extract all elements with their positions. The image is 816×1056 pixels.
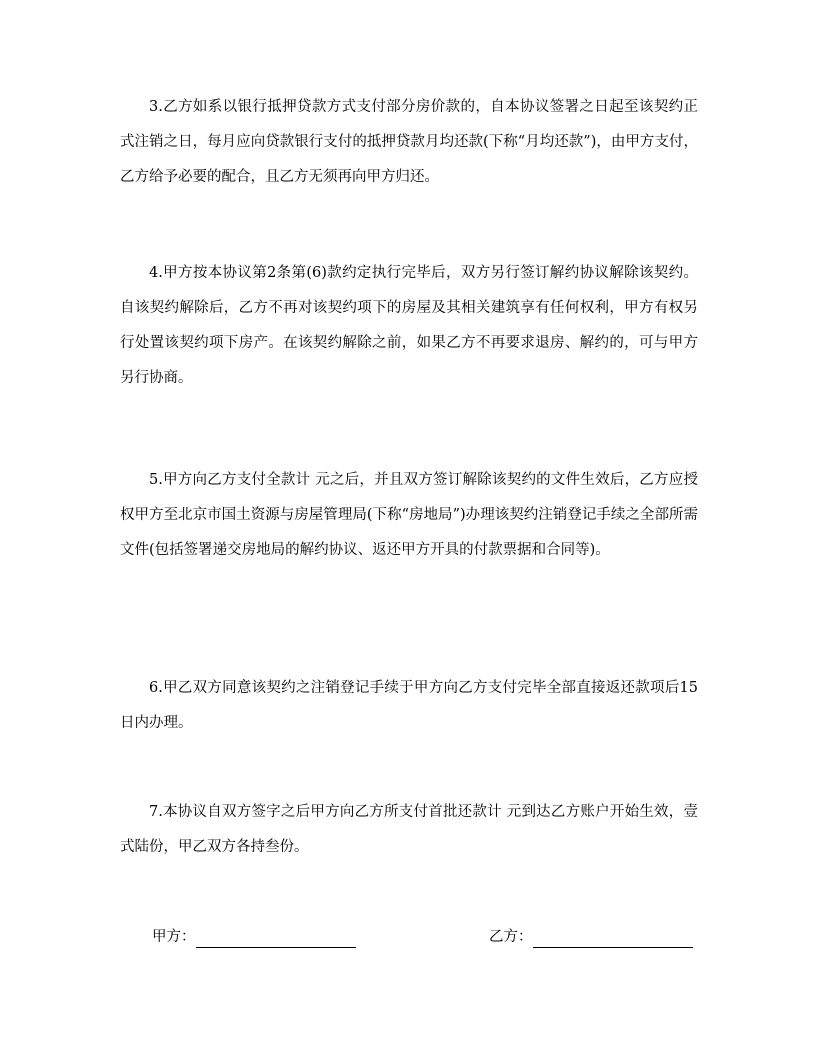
clause-5: 5.甲方向乙方支付全款计 元之后，并且双方签订解除该契约的文件生效后，乙方应授权甲方至北京市国土资源与房屋管理局(下称“房地局”)办理该契约注销登记手续之全部所需文件(包括签署递交房地局的解约协议、返还甲方开具的付款票据和合同等)。 <box>120 472 698 558</box>
party-a-signature <box>152 926 356 948</box>
clause-3: 3.乙方如系以银行抵押贷款方式支付部分房价款的，自本协议签署之日起至该契约正式注销之日，每月应向贷款银行支付的抵押贷款月均还款(下称“月均还款”)，由甲方支付，乙方给予必要的配合，且乙方无须再向甲方归还。 <box>120 99 698 185</box>
clause-6: 6.甲乙双方同意该契约之注销登记手续于甲方向乙方支付完毕全部直接返还款项后15日内办理。 <box>120 680 698 731</box>
party-a-label: 甲方： <box>152 929 196 945</box>
party-b-signature-line <box>533 931 693 948</box>
clause-7: 7.本协议自双方签字之后甲方向乙方所支付首批还款计 元到达乙方账户开始生效，壹式陆份，甲乙双方各持叁份。 <box>120 804 698 855</box>
party-b-label: 乙方： <box>489 929 533 945</box>
clause-4: 4.甲方按本协议第2条第(6)款约定执行完毕后，双方另行签订解约协议解除该契约。自该契约解除后，乙方不再对该契约项下的房屋及其相关建筑享有任何权利，甲方有权另行处置该契约项下房产。在该契约解除之前，如果乙方不再要求退房、解约的，可与甲方另行协商。 <box>120 265 698 386</box>
party-a-signature-line <box>196 931 356 948</box>
party-b-signature <box>489 926 693 948</box>
